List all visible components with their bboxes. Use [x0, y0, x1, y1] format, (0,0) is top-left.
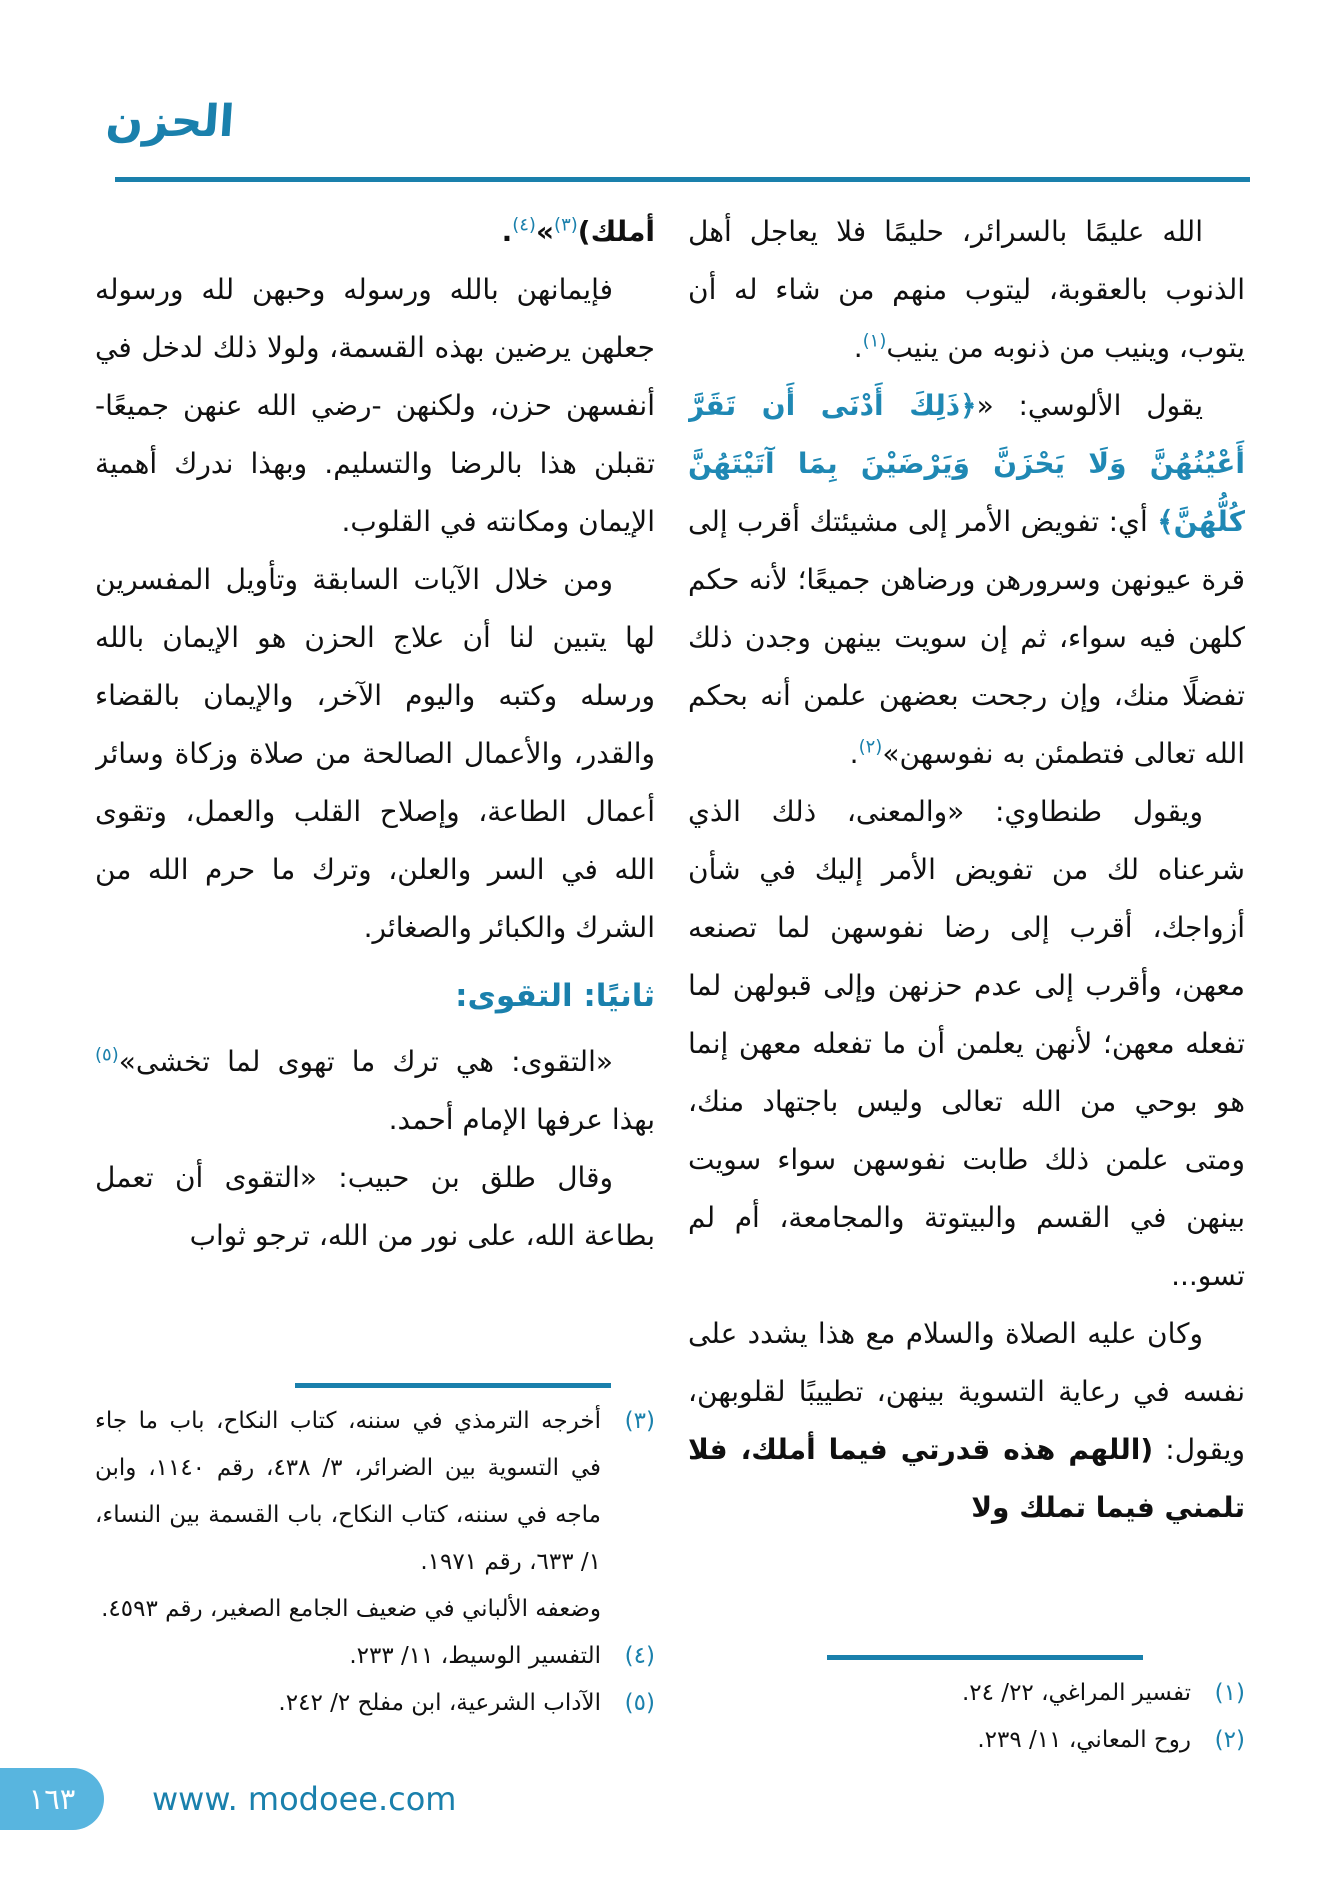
footnote-separator: [295, 1383, 611, 1388]
footnote-extra: وضعفه الألباني في ضعيف الجامع الصغير، رقم ٤٥٩٣.: [101, 1596, 601, 1622]
quran-verse: ﴿ذَلِكَ أَدْنَى أَن تَقَرَّ أَعْيُنُهُنَّ وَلَا يَحْزَنَّ وَيَرْضَيْنَ بِمَا آتَيْتَهُنَّ كُلُّهُنَّ﴾: [688, 389, 1245, 538]
column-right: [688, 203, 1245, 1764]
footnote-marker: (٣): [624, 1408, 655, 1434]
footnote-item: [688, 1670, 1245, 1717]
paragraph: [95, 1033, 655, 1149]
footnote-ref-3: (٣): [554, 214, 578, 236]
footnote-marker: (٤): [624, 1643, 655, 1669]
paragraph: ومن خلال الآيات السابقة وتأويل المفسرين لها يتبين لنا أن علاج الحزن هو الإيمان بالله ورسله وكتبه واليوم الآخر، والإيمان بالقضاء والقدر، والأعمال الصالحة من صلاة وزكاة وسائر أعمال الطاعة، وإصلاح القلب والعمل، وتقوى الله في السر والعلن، وترك ما حرم الله من الشرك والكبائر والصغائر.: [95, 563, 655, 944]
paragraph: وقال طلق بن حبيب: «التقوى أن تعمل بطاعة الله، على نور من الله، ترجو ثواب: [95, 1161, 655, 1252]
footnote-ref-1: (١): [862, 330, 887, 352]
period: .: [849, 737, 859, 770]
footnote-ref-5: (٥): [95, 1044, 119, 1066]
paragraph-text: بهذا عرفها الإمام أحمد.: [388, 1103, 655, 1136]
footnote-text: الآداب الشرعية، ابن مفلح ٢/ ٢٤٢.: [278, 1690, 601, 1716]
footnote-item: [95, 1633, 655, 1680]
footnote-marker: (١): [1214, 1680, 1245, 1706]
footnote-ref-4: (٤): [512, 214, 536, 236]
page-number-badge: ١٦٣: [0, 1768, 104, 1830]
column-left-body: [95, 203, 655, 1383]
paragraph: فإيمانهن بالله ورسوله وحبهن لله ورسوله جعلهن يرضين بهذه القسمة، ولولا ذلك لدخل في أنفسهن حزن، ولكنهن -رضي الله عنهن جميعًا- تقبلن هذا بالرضا والتسليم. وبهذا ندرك أهمية الإيمان ومكانته في القلوب.: [95, 273, 655, 538]
footnote-item: [688, 1717, 1245, 1764]
column-right-body: [688, 203, 1245, 1655]
quote-body: أي: تفويض الأمر إلى مشيئتك أقرب إلى قرة عيونهن وسرورهن ورضاهن جميعًا؛ لأنه حكم كلهن فيه سواء، ثم إن سويت بينهن وجدن ذلك تفضلًا منك، وإن رجحت بعضهن علمن أنه بحكم الله تعالى فتطمئن به نفوسهن»: [688, 505, 1245, 770]
paragraph-text: وكان عليه الصلاة والسلام مع هذا يشدد على نفسه في رعاية التسوية بينهن، تطييبًا لقلوبهن، ويقول:: [688, 1317, 1245, 1466]
footnote-list-right: [688, 1670, 1245, 1764]
paragraph-text: الله عليمًا بالسرائر، حليمًا فلا يعاجل أهل الذنوب بالعقوبة، ليتوب منهم من شاء له أن يتوب، وينيب من ذنوبه من ينيب: [688, 215, 1245, 364]
continuation-line: [95, 203, 655, 261]
footnote-ref-2: (٢): [858, 736, 883, 758]
footnote-item: [95, 1398, 655, 1633]
dua-bold-text: (اللهم هذه قدرتي فيما أملك، فلا تلمني فيما تملك ولا: [688, 1433, 1245, 1524]
column-left: [95, 203, 655, 1727]
footnote-text: [95, 1398, 601, 1633]
footnote-marker: (٢): [1214, 1727, 1245, 1753]
chapter-title-calligraphy: الحزن: [104, 96, 237, 147]
paragraph: [688, 203, 1245, 377]
footnote-text: التفسير الوسيط، ١١/ ٢٣٣.: [349, 1643, 601, 1669]
quote-close: »: [535, 215, 555, 248]
section-heading: ثانيًا: التقوى:: [455, 978, 655, 1014]
paragraph-with-verse: [688, 377, 1245, 783]
footnote-text: روح المعاني، ١١/ ٢٣٩.: [977, 1727, 1191, 1753]
footnote-main: أخرجه الترمذي في سننه، كتاب النكاح، باب ما جاء في التسوية بين الضرائر، ٣/ ٤٣٨، رقم ١١٤٠، وابن ماجه في سننه، كتاب النكاح، باب القسمة بين النساء، ١/ ٦٣٣، رقم ١٩٧١.: [95, 1408, 601, 1575]
bold-word: أملك): [577, 215, 655, 248]
period: .: [501, 215, 513, 248]
website-link[interactable]: www. modoee.com: [152, 1780, 457, 1818]
paragraph: [688, 1305, 1245, 1537]
footnote-list-left: [95, 1398, 655, 1727]
header-rule: [115, 177, 1250, 182]
period: .: [853, 331, 863, 364]
footnote-item: [95, 1680, 655, 1727]
quote-intro: يقول الألوسي: «: [976, 389, 1203, 422]
paragraph: ويقول طنطاوي: «والمعنى، ذلك الذي شرعناه لك من تفويض الأمر إليك في شأن أزواجك، أقرب إلى رضا نفوسهن لما تصنعه معهن، وأقرب إلى عدم حزنهن وإلى قبولهن لما تفعله معهن؛ لأنهن يعلمن أن ما تفعله معهن إنما هو بوحي من الله تعالى وليس باجتهاد منك، ومتى علمن ذلك طابت نفوسهن سواء سويت بينهن في القسم والبيتوتة والمجامعة، أم لم تسو...: [688, 795, 1245, 1292]
footnote-marker: (٥): [624, 1690, 655, 1716]
footnote-separator: [827, 1655, 1143, 1660]
footnote-text: تفسير المراغي، ٢٢/ ٢٤.: [961, 1680, 1191, 1706]
quote-text: «التقوى: هي ترك ما تهوى لما تخشى»: [118, 1045, 613, 1078]
